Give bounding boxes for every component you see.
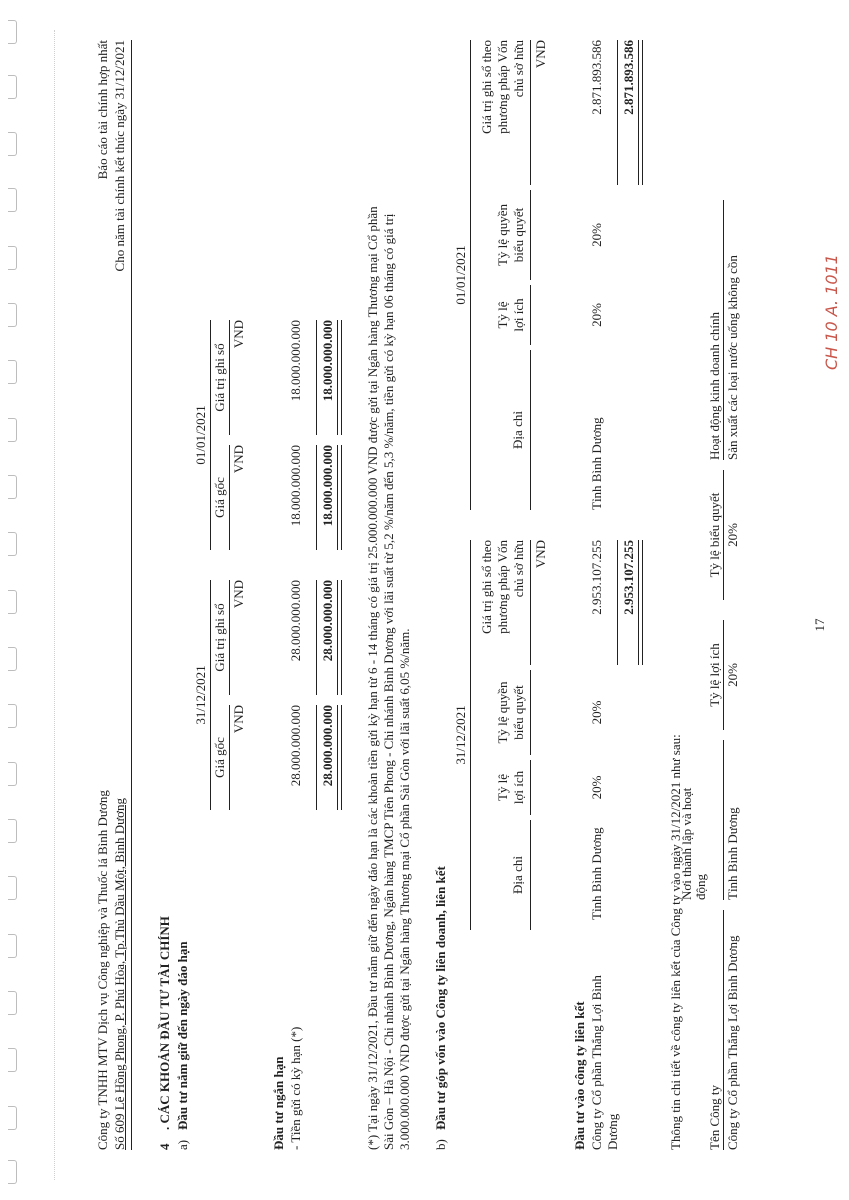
part-a-period1: 31/12/2021 <box>193 665 208 725</box>
details-company-name: Công ty Cổ phần Thắng Lợi Bình Dương <box>725 935 740 1150</box>
handwritten-annotation: CH 10 A. 1011 <box>822 254 841 370</box>
part-a-unit-2: VND <box>231 580 246 609</box>
part-b-address-2021: Tỉnh Bình Dương <box>589 827 604 920</box>
part-a-total-1: 28.000.000.000 <box>320 705 335 787</box>
part-b-voting-prev: 20% <box>589 223 604 247</box>
part-b-col-interest-2a: Tỷ lệ <box>495 301 510 329</box>
part-a-unit-3: VND <box>231 445 246 474</box>
part-b-col-equity-1b: phương pháp Vốn <box>495 540 510 634</box>
details-intro: Thông tin chi tiết về công ty liên kết của Công ty vào ngày 31/12/2021 như sau: <box>668 734 683 1150</box>
part-a-col-cost-1: Giá gốc <box>212 737 227 778</box>
part-b-col-voting-2a: Tỷ lệ quyền <box>495 203 510 267</box>
header-rule <box>131 40 132 1150</box>
part-b-col-interest-1b: lợi ích <box>511 770 526 805</box>
part-b-col-equity-2b: phương pháp Vốn <box>495 40 510 134</box>
part-b-unit-2: VND <box>533 40 548 69</box>
part-a-row-label: - Tiền gửi có kỳ hạn (*) <box>288 1026 303 1150</box>
part-b-col-equity-1c: chủ sở hữu <box>511 540 526 598</box>
part-b-group: Đầu tư vào công ty liên kết <box>572 1001 587 1150</box>
details-col-place-1: Nơi thành lập và hoạt <box>679 787 694 900</box>
part-a-total-2: 28.000.000.000 <box>320 580 335 662</box>
part-a-label: a) <box>175 1139 190 1150</box>
part-b-col-interest-2b: lợi ích <box>511 298 526 332</box>
details-col-voting: Tỷ lệ biểu quyết <box>707 492 722 578</box>
part-b-col-voting-1a: Tỷ lệ quyền <box>495 681 510 744</box>
details-voting: 20% <box>725 523 740 547</box>
part-a-period2: 01/01/2021 <box>193 405 208 465</box>
part-b-title: Đầu tư góp vốn vào Công ty liên doanh, liên kết <box>433 866 448 1130</box>
part-b-total-prev: 2.871.893.586 <box>621 40 636 115</box>
part-a-value-1: 28.000.000.000 <box>288 705 303 787</box>
part-b-col-voting-1b: biểu quyết <box>511 685 526 740</box>
part-b-equity-2021: 2.953.107.255 <box>589 540 604 615</box>
report-period: Cho năm tài chính kết thúc ngày 31/12/2021 <box>112 40 127 272</box>
report-title: Báo cáo tài chính hợp nhất <box>95 40 110 180</box>
part-b-interest-2021: 20% <box>589 775 604 800</box>
note-line-1: (*) Tại ngày 31/12/2021, Đầu tư nắm giữ đến ngày đáo hạn là các khoản tiền gửi kỳ hạn từ 6 - 14 tháng có giá trị 25.000.000.000 VND được gửi tại Ngân hàng Thương mại Cổ phần <box>365 206 380 1150</box>
part-a-group: Đầu tư ngắn hạn <box>271 1056 286 1150</box>
part-b-col-address-2: Địa chỉ <box>510 411 525 449</box>
part-a-unit-1: VND <box>231 705 246 734</box>
part-a-col-cost-2: Giá gốc <box>212 477 227 518</box>
details-place: Tỉnh Bình Dương <box>725 807 740 900</box>
part-b-col-address-1: Địa chỉ <box>510 856 525 894</box>
part-a-title: Đầu tư nắm giữ đến ngày đáo hạn <box>175 941 190 1130</box>
part-a-value-4: 18.000.000.000 <box>288 320 303 402</box>
page-number: 17 <box>812 618 827 632</box>
part-a-total-4: 18.000.000.000 <box>320 320 335 402</box>
company-name: Công ty TNHH MTV Dịch vụ Công nghiệp và Thuốc lá Bình Dương <box>95 790 110 1150</box>
part-b-col-equity-1a: Giá trị ghi sổ theo <box>479 540 494 634</box>
part-b-equity-prev: 2.871.893.586 <box>589 40 604 115</box>
part-b-label: b) <box>433 1139 448 1150</box>
details-col-interest: Tỷ lệ lợi ích <box>707 643 722 707</box>
part-b-voting-2021: 20% <box>589 700 604 725</box>
part-b-period2: 01/01/2021 <box>453 245 468 305</box>
section-number: 4 <box>157 1143 172 1150</box>
part-b-interest-prev: 20% <box>589 303 604 327</box>
part-b-address-prev: Tỉnh Bình Dương <box>589 417 604 510</box>
part-b-total-2021: 2.953.107.255 <box>621 540 636 615</box>
part-a-value-3: 18.000.000.000 <box>288 445 303 527</box>
part-b-unit-1: VND <box>533 540 548 569</box>
part-b-col-voting-2b: biểu quyết <box>511 207 526 263</box>
part-a-total-3: 18.000.000.000 <box>320 445 335 527</box>
part-b-company-2: Dương <box>605 1113 620 1150</box>
company-address: Số 609 Lê Hồng Phong, P. Phú Hòa, Tp.Thủ Dầu Một, Bình Dương <box>112 797 127 1150</box>
part-b-col-interest-1a: Tỷ lệ <box>495 773 510 802</box>
part-a-col-book-2: Giá trị ghi sổ <box>212 343 227 412</box>
part-a-value-2: 28.000.000.000 <box>288 580 303 662</box>
part-a-col-book-1: Giá trị ghi sổ <box>212 603 227 672</box>
note-line-2: Sài Gòn – Hà Nội - Chi nhánh Bình Dương, Ngân hàng TMCP Tiên Phong - Chi nhánh Bình Dương với lãi suất từ 5,2 %/năm đến 5,3 %/năm, tiền gửi có kỳ hạn 06 tháng có giá trị <box>381 213 396 1150</box>
details-col-business: Hoạt động kinh doanh chính <box>707 311 722 460</box>
part-b-company-1: Công ty Cổ phần Thắng Lợi Bình <box>589 975 604 1150</box>
details-col-name: Tên Công ty <box>707 1085 722 1150</box>
details-interest: 20% <box>725 663 740 687</box>
section-title: . CÁC KHOẢN ĐẦU TƯ TÀI CHÍNH <box>157 916 172 1130</box>
part-b-period1: 31/12/2021 <box>453 705 468 765</box>
part-a-unit-4: VND <box>231 320 246 349</box>
part-b-col-equity-2c: chủ sở hữu <box>511 40 526 98</box>
details-col-place-2: động <box>693 874 708 900</box>
part-b-col-equity-2a: Giá trị ghi sổ theo <box>479 40 494 134</box>
note-line-3: 3.000.000.000 VND được gửi tại Ngân hàng Thương mại Cổ phần Sài Gòn với lãi suất 6,05 %/năm. <box>397 628 412 1150</box>
details-business: Sản xuất các loại nước uống không cồn <box>725 255 740 460</box>
